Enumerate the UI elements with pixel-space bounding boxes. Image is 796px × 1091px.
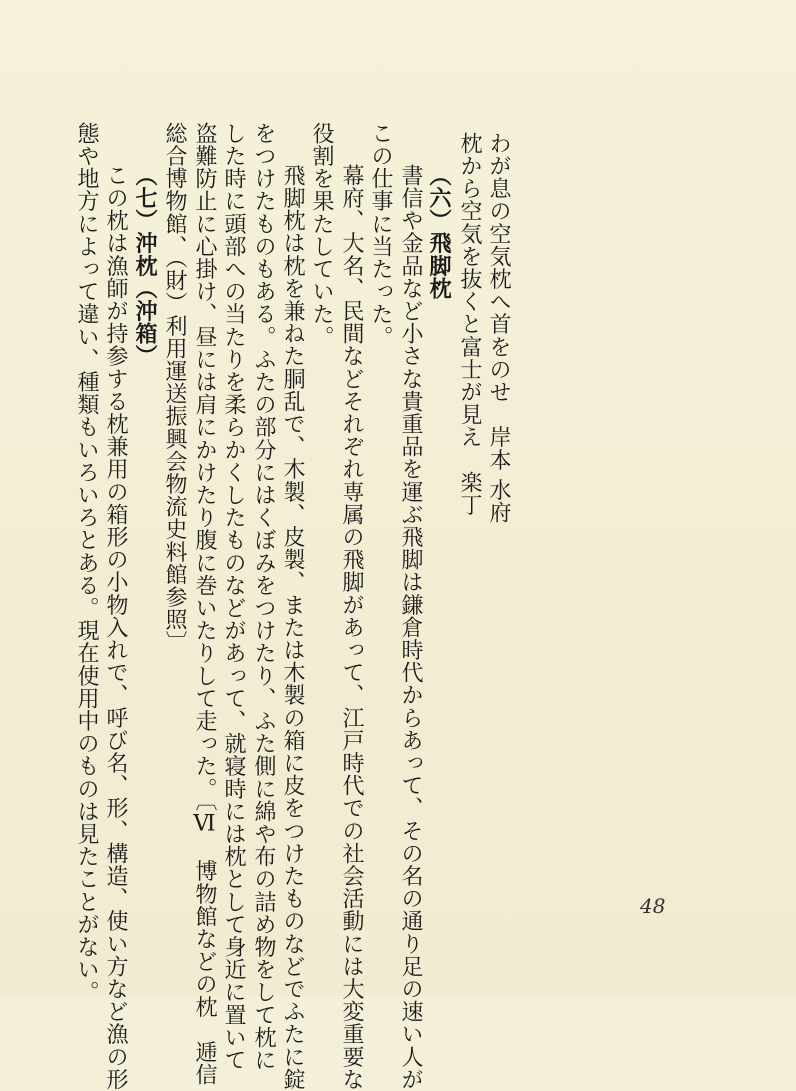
text-line: 書信や金品など小さな貴重品を運ぶ飛脚は鎌倉時代からあって、その名の通り足の速い人が xyxy=(398,164,423,1091)
bleed-through-block xyxy=(508,80,532,460)
poem-line-1: わが息の空気枕へ首をのせ 岸本 水府 xyxy=(486,132,511,524)
text-line: をつけたものもある。ふたの部分にはくぼみをつけたり、ふた側に綿や布の詰め物をして枕に xyxy=(251,122,276,1072)
text-line: 総合博物館、（財）利用運送振興会物流史料館参照〕 xyxy=(162,122,187,654)
text-line: 態や地方によって違い、種類もいろいろとある。現在使用中のものは見たことがない。 xyxy=(74,122,99,1004)
section-heading-hikyaku-makura: （六）飛脚枕 xyxy=(426,164,452,300)
poem-line-2: 枕から空気を抜くと富士が見え 楽丁 xyxy=(457,132,482,517)
section-heading-oki-makura: （七）沖枕（沖箱） xyxy=(132,164,158,368)
text-line: この仕事に当たった。 xyxy=(368,122,393,348)
text-line: この枕は漁師が持参する枕兼用の箱形の小物入れで、呼び名、形、構造、使い方など漁の形 xyxy=(103,164,128,1091)
text-line: 盗難防止に心掛け、昼には肩にかけたり腹に巻いたりして走った。〔Ⅵ 博物館などの枕 逓信 xyxy=(192,122,217,1086)
page-number: 48 xyxy=(640,894,666,918)
text-line: 幕府、大名、民間などそれぞれ専属の飛脚があって、江戸時代での社会活動には大変重要な xyxy=(339,164,364,1091)
text-line: した時に頭部への当たりを柔らかくしたものなどがあって、就寝時には枕として身近に置いて xyxy=(221,122,246,1072)
text-line: 飛脚枕は枕を兼ねた胴乱で、木製、皮製、または木製の箱に皮をつけたものなどでふたに錠 xyxy=(280,164,305,1091)
text-line: 役割を果たしていた。 xyxy=(309,122,334,348)
